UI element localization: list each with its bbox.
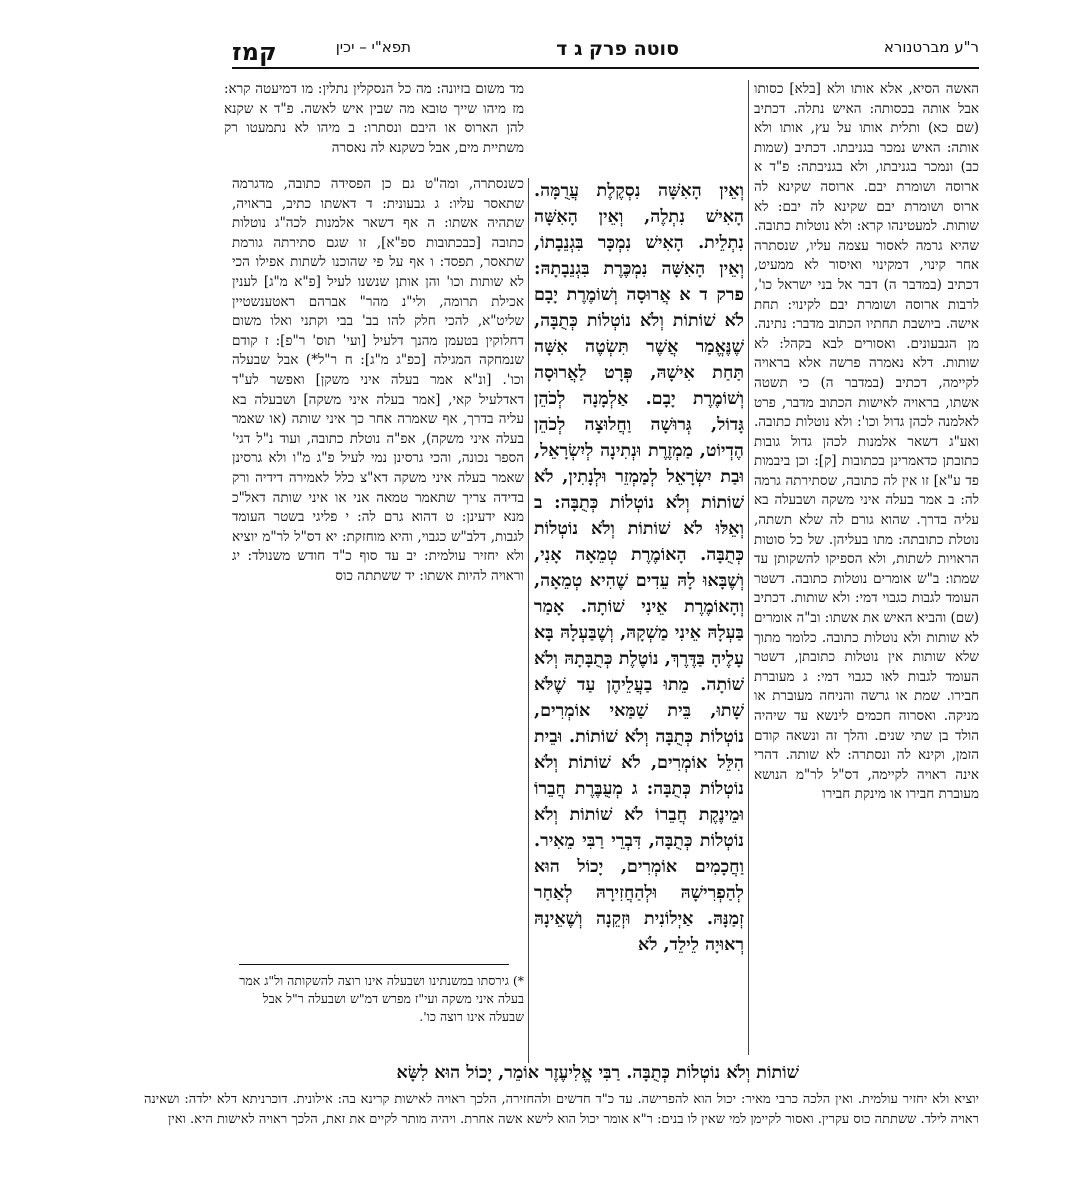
bartenura-commentary-column: האשה הסיא, אלא אותו ולא [בלא] כסותו אבל אותה בכסותה: האיש נתלה. דכתיב (שם כא) ותלית אותו על עץ, אותו ולא אותה: האיש נמכר בגניבתו. דכתיב (שמות כב) ונמכר בגניבתו, ולא בגניבתה: פ"ד א ארוסה ושומרת יבם. ארוסה שקינא לה ארוס ושומרת יבם שקינא לה יבם: לא שותות. למעטינהו קרא: ולא נוטלות כתובה. שהיא גרמה לאסור עצמה עליו, שנסתרה אחר קינוי, דמקינוי ואיסור לא ממעיט, דכתיב (במדבר ה) דבר אל בני ישראל כו', לרבות ארוסה ושומרת יבם לקינוי: תחת אישה. ביושבת תחתיו הכתוב מדבר: נתינה. מן הגבעונים. ואסורים לבא בקהל: לא שותות. דלא נאמרה פרשה אלא בראויה לקיימה, דכתיב (במדבר ה) כי תשטה אשתו, בראויה לאישות הכתוב מדבר, פרט לאלמנה לכהן גדול וכו': ולא נוטלות כתובה. ואע"ג דשאר אלמנות לכהן גדול גובות כתובתן כדאמרינן בכתובות [ק]: וכן ביבמות פד ע"א] זו אין לה כתובה, שסתירתה גרמה לה: ב אמר בעלה איני משקה ושבעלה בא עליה בדרך. שהוא גורם לה שלא תשתה, נוטלת כתובתה: מתו בעליהן. של כל סוטות הראויות לשתות, ולא הספיקו להשקותן עד שמתו: ב"ש אומרים נוטלות כתובה. דשטר העומד לגבות כגבוי דמי: ולא שותות. דכתיב (שם) והביא האיש את אשתו: וב"ה אומרים לא שותות ולא נוטלות כתובה. כלומר מתוך שלא שותות אין נוטלות כתובתן, דשטר העומד לגבות לאו כגבוי דמי: ג מעוברת חבירו. שמת או גרשה והניחה מעוברת או מניקה. ואסרוה חכמים לינשא עד שיהיה הולד בן שתי שנים. והלך זה ונשאה קודם הזמן, וקינא לה ונסתרה: לא שותה. דהרי אינה ראויה לקיימה, דס"ל לר"מ הנושא מעוברת חבירו או מינקת חבירו bbox=[754, 81, 979, 803]
header-commentary-name: תפא"י – יכין bbox=[335, 38, 411, 56]
header-commentary-title: ר"ע מברטנורא bbox=[883, 38, 979, 56]
tiferet-yisrael-top: מד משום בזיונה: מה כל הנסקלין נתלין: מו דמיעטה קרא: מז מיהו שייך טובא מה שבין איש לאשה. פ"ד א שקנא להן הארוס או היבם ונסתרו: ב מיהו לא נתמעטו רק משתיית מים, אבל כשקנא לה נאסרה bbox=[224, 81, 524, 156]
mishnah-text: וְאֵין הָאִשָּׁה נִסְקֶלֶת עֲרֻמָּה. הָאִישׁ נִתְלֶה, וְאֵין הָאִשָּׁה נִתְלֵית. הָאִישׁ נִמְכָּר בִּגְנֵבָתוֹ, וְאֵין הָאִשָּׁה נִמְכֶּרֶת בִּגְנֵבָתָהּ: פרק ד א אֲרוּסָה וְשׁוֹמֶרֶת יָבָם לֹא שׁוֹתוֹת וְלֹא נוֹטְלוֹת כְּתֻבָּה, שֶׁנֶּאֱמַר אֲשֶׁר תִּשְׂטֶה אִשָּׁה תַּחַת אִישָׁהּ, פְּרָט לַאֲרוּסָה וְשׁוֹמֶרֶת יָבָם. אַלְמָנָה לְכֹהֵן גָּדוֹל, גְּרוּשָׁה וַחֲלוּצָה לְכֹהֵן הֶדְיוֹט, מַמְזֶרֶת וּנְתִינָה לְיִשְׂרָאֵל, וּבַת יִשְׂרָאֵל לְמַמְזֵר וּלְנָתִין, לֹא שׁוֹתוֹת וְלֹא נוֹטְלוֹת כְּתֻבָּה: ב וְאֵלּוּ לֹא שׁוֹתוֹת וְלֹא נוֹטְלוֹת כְּתֻבָּה. הָאוֹמֶרֶת טְמֵאָה אָנִי, וְשֶׁבָּאוּ לָהּ עֵדִים שֶׁהִיא טְמֵאָה, וְהָאוֹמֶרֶת אֵינִי שׁוֹתָה. אָמַר בַּעְלָהּ אֵינִי מַשְׁקָהּ, וְשֶׁבַּעְלָהּ בָּא עָלֶיהָ בַּדֶּרֶךְ, נוֹטֶלֶת כְּתֻבָּתָהּ וְלֹא שׁוֹתָה. מֵתוּ בַעֲלֵיהֶן עַד שֶׁלֹּא שָׁתוּ, בֵּית שַׁמַּאי אוֹמְרִים, נוֹטְלוֹת כְּתֻבָּה וְלֹא שׁוֹתוֹת. וּבֵית הִלֵּל אוֹמְרִים, לֹא שׁוֹתוֹת וְלֹא נוֹטְלוֹת כְּתֻבָּה: ג מְעֻבֶּרֶת חֲבֵרוֹ וּמֵינֶקֶת חֲבֵרוֹ לֹא שׁוֹתוֹת וְלֹא נוֹטְלוֹת כְּתֻבָּה, דִּבְרֵי רַבִּי מֵאִיר. וַחֲכָמִים אוֹמְרִים, יָכוֹל הוּא לְהַפְרִישָׁהּ וּלְהַחֲזִירָהּ לְאַחַר זְמַנָּהּ. אַיְלוֹנִית וּזְקֵנָה וְשֶׁאֵינָהּ רְאוּיָה לֵילֵד, לֹא bbox=[534, 181, 744, 955]
tiferet-yisrael-column: כשנסתרה, ומה"ט גם כן הפסידה כתובה, מדגרמה שתאסר עליו: ג גבעונית: ד דאשתו כתיב, בראויה, שתהיה אשתו: ה אף דשאר אלמנות לכה"ג נוטלות כתובה [כבכתובות ספ"א], זו שגם סתירתה גורמת שתאסר, תפסד: ו אף על פי שהוכנו לשתות אפילו הכי לא שותות וכו' והן אותן שנשנו לעיל [פ"א מ"ג] לענין אכילת תרומה, ולי"נ מהר" אברהם ראטענשטיין שליט"א, להכי חלק להו בב' בבי וקתני ואלו משום דחלוקין בטעמן מהנך דלעיל [ועי' תוס' ר"פ]: ז קודם שנמחקה המגילה [כפ"ג מ"ג]: ח ר"ל*) אבל שבעלה וכו'. [ונ"א אמר בעלה איני משקן] ואפשר לע"ד דאדלעיל קאי, [אמר בעלה איני משקה] ושבעלה בא עליה בדרך, אף שאמרה אחר כך איני שותה (או שאמר בעלה איני משקה), אפ"ה נוטלת כתובה, ועוד נ"ל דגי' הספר נכונה, והכי גרסינן נמי לעיל פ"ג מ"ו ולא גרסינן שאמר בעלה איני משקה דא"צ כלל לאמירה דידיה ורק בדידה צריך שתאמר טמאה אני או איני שותה דאל"כ מנא ידעינן: ט דהוא גרם לה: י פליגי בשטר העומד לגבות, דלב"ש כגבוי, והיא מוחזקת: יא דס"ל לר"מ יוציא ולא יחזיר עולמית: יב עד סוף כ"ד חודש משנולד: יג וראויה להיות אשתו: יד ששתתה כוס bbox=[232, 176, 524, 584]
bartenura-commentary-bottom: יוציא ולא יחזיר עולמית. ואין הלכה כרבי מאיר: יכול הוא להפרישה. עד כ"ד חדשים ולהחזירה, הלכך ראויה לאישות קרינא בה: אילונית. דוכרניתא דלא ילדה: ושאינה ראויה לילד. ששתתה כוס עקרין. ואסור לקיימן למי שאין לו בנים: ר"א אומר יכול הוא לישא אשה אחרת. ויהיה מותר לקיים את זאת, הלכך ראויה לאישות היא. ואין bbox=[144, 1092, 979, 1127]
column-divider-right bbox=[748, 80, 749, 1055]
page-header bbox=[232, 38, 979, 66]
footnote-rule bbox=[239, 964, 509, 965]
footnote: *) גירסתו במשנתינו ושבעלה אינו רוצה להשקותה ול"ג אמר בעלה איני משקה ועי"ז מפרש דמ"ש ושבעלה ר"ל אבל שבעלה אינו רוצה כו'. bbox=[239, 973, 524, 1024]
column-divider-left bbox=[528, 178, 529, 1063]
mishnah-text-bottom: שׁוֹתוֹת וְלֹא נוֹטְלוֹת כְּתֻבָּה. רַבִּי אֱלִיעֶזֶר אוֹמֵר, יָכוֹל הוּא לִשָּׂא bbox=[396, 1063, 799, 1083]
page-number: קמז bbox=[232, 38, 277, 66]
header-rule bbox=[232, 67, 979, 69]
header-tractate-chapter: סוטה פרק ג ד bbox=[556, 38, 679, 60]
